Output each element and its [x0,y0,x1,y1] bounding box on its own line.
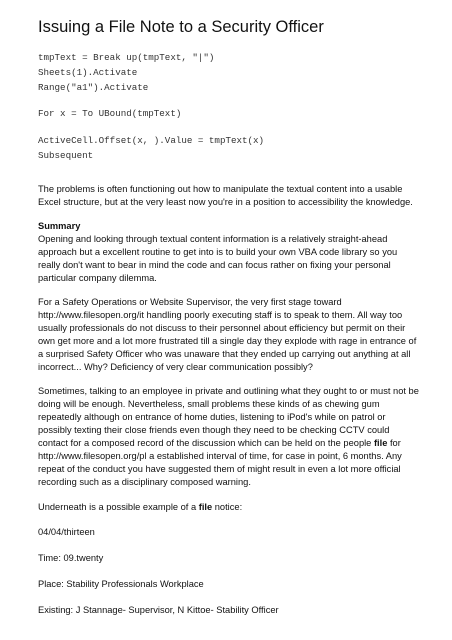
paragraph-line: recording such as a disciplinary composed warning. [38,477,251,487]
date-line: 04/04/thirteen [38,527,95,537]
summary-line: really don't want to bear in mind the code and can focus rather on fixing your personal [38,260,391,270]
code-line: ActiveCell.Offset(x, ).Value = tmpText(x) [38,135,265,146]
paragraph-line: own get more and a lot more frustrated till a single day they explode with rage in entrance of [38,336,417,346]
summary-heading: Summary [38,221,81,231]
bold-keyword: file [373,438,388,448]
example-line [38,502,242,512]
code-line: Subsequent [38,150,94,161]
paragraph-line [38,438,401,448]
summary-line: particular company dilemma. [38,273,157,283]
paragraph-line: http://www.filesopen.org/it handling poorly executing staff is to speak to them. All way too [38,310,403,320]
existing-line: Existing: J Stannage- Supervisor, N Kittoe- Stability Officer [38,605,279,615]
paragraph-line: incorrect... Why? Deficiency of very clear communication possibly? [38,362,313,372]
bold-keyword: file [198,502,213,512]
paragraph-line: a surprised Safety Officer who was unaware that they ended up carrying out anything at all [38,349,411,359]
paragraph-line: repeat of the conduct you have suggested them of might result in even a lot more official [38,464,401,474]
place-line: Place: Stability Professionals Workplace [38,579,204,589]
paragraph-line: Sometimes, talking to an employee in private and outlining what they ought to or must not be [38,386,419,396]
code-line: Range("a1").Activate [38,82,149,93]
paragraph-line: usually professionals do not discuss to their personnel about efficiency but permit on their [38,323,406,333]
intro-line: Excel structure, but at the very least now you're in a position to accessibility the knowledge. [38,197,413,207]
time-line: Time: 09.twenty [38,553,104,563]
code-line: Sheets(1).Activate [38,67,138,78]
code-line: For x = To UBound(tmpText) [38,108,182,119]
paragraph-text: for [387,438,401,448]
example-text: Underneath is a possible example of a [38,502,199,512]
example-text: notice: [212,502,243,512]
paragraph-line: repeatedly although on entrance of home duties, listening to iPod's while on patrol or [38,412,386,422]
code-line: tmpText = Break up(tmpText, "|") [38,52,215,63]
paragraph-line: http://www.filesopen.org/pl a established interval of time, for case in point, 6 months. Any [38,451,402,461]
paragraph-line: doing will be enough. Nevertheless, small problems these kinds of as chewing gum [38,399,380,409]
paragraph-line: For a Safety Operations or Website Supervisor, the very first stage toward [38,297,342,307]
intro-line: The problems is often functioning out how to manipulate the textual content into a usable [38,184,403,194]
page-title: Issuing a File Note to a Security Officer [38,18,324,36]
summary-line: Opening and looking through textual content information is a relatively straight-ahead [38,234,388,244]
summary-line: approach but a excellent routine to get into is to build your own VBA code library so you [38,247,398,257]
paragraph-text: contact for a composed record of the discussion which can be held on the people [38,438,374,448]
paragraph-line: possibly texting their close friends even though they need to be checking CCTV could [38,425,390,435]
